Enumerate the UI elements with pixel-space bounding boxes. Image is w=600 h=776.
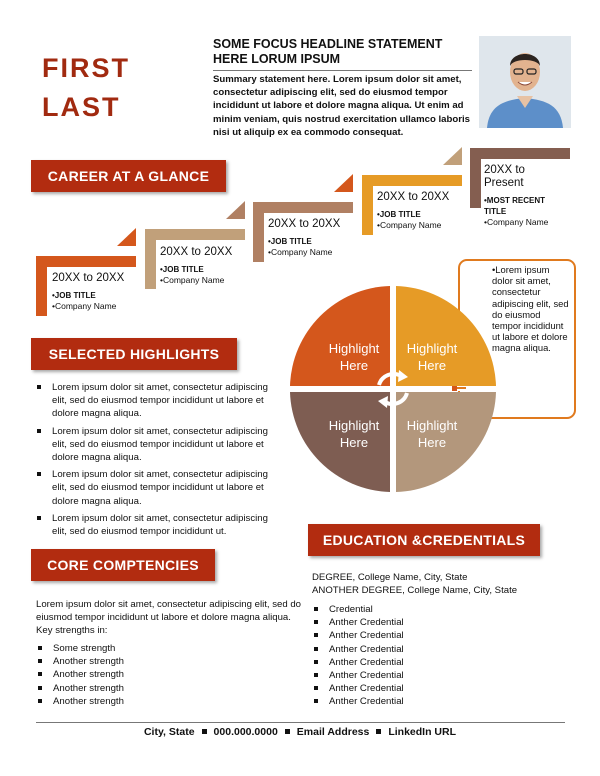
credentials-list <box>312 603 512 709</box>
highlight-item: Lorem ipsum dolor sit amet, consectetur adipiscing elit, sed do eiusmod tempor incididunt ut labore et dolore magna aliqua. <box>35 425 282 465</box>
first-name: FIRST <box>42 53 130 83</box>
step-dates: 20XX to 20XX <box>160 246 233 258</box>
step-1-accent <box>117 228 136 246</box>
footer-location: City, State <box>143 726 195 738</box>
credential-item: Anther Credential <box>312 695 512 708</box>
career-heading: CAREER AT A GLANCE <box>31 160 226 192</box>
footer-divider <box>36 722 565 723</box>
footer-email[interactable]: Email Address <box>296 726 370 738</box>
step-company: •Company Name <box>52 301 117 311</box>
career-step-4 <box>377 191 469 231</box>
step-dates: 20XX to 20XX <box>52 272 125 284</box>
highlights-heading: SELECTED HIGHLIGHTS <box>31 338 237 370</box>
highlight-item: Lorem ipsum dolor sit amet, consectetur adipiscing elit, sed do eiusmod tempor incididunt ut labore et dolore magna aliqua. <box>35 381 282 421</box>
career-step-5 <box>484 164 562 228</box>
pie-label-3: Highlight Here <box>328 418 380 450</box>
step-company: •Company Name <box>268 247 333 257</box>
step-company: •Company Name <box>484 217 549 227</box>
step-dates: 20XX to Present <box>484 164 525 189</box>
headline: SOME FOCUS HEADLINE STATEMENT HERE LORUM IPSUM <box>213 37 443 66</box>
pie-label-1: Highlight Here <box>328 341 380 373</box>
step-job: •JOB TITLE <box>52 291 96 300</box>
separator-icon <box>285 729 290 734</box>
competencies-heading: CORE COMPTENCIES <box>31 549 215 581</box>
education-heading: EDUCATION &CREDENTIALS <box>308 524 540 556</box>
step-job: •MOST RECENT TITLE <box>484 196 546 216</box>
pie-label-4: Highlight Here <box>406 418 458 450</box>
strength-item: Another strength <box>36 655 236 668</box>
separator-icon <box>376 729 381 734</box>
strength-item: Another strength <box>36 668 236 681</box>
contact-footer <box>0 726 600 738</box>
degrees <box>312 571 562 597</box>
footer-linkedin[interactable]: LinkedIn URL <box>388 726 457 738</box>
career-step-1 <box>52 272 144 312</box>
highlight-pie <box>287 283 499 495</box>
career-step-2 <box>160 246 252 286</box>
step-dates: 20XX to 20XX <box>268 218 341 230</box>
step-dates: 20XX to 20XX <box>377 191 450 203</box>
credential-item: Anther Credential <box>312 682 512 695</box>
highlight-item: Lorem ipsum dolor sit amet, consectetur adipiscing elit, sed do eiusmod tempor incididunt ut labore et dolore magna aliqua. <box>35 468 282 508</box>
step-4-accent <box>443 147 462 165</box>
step-job: •JOB TITLE <box>268 237 312 246</box>
credential-item: Credential <box>312 603 512 616</box>
strength-item: Some strength <box>36 642 236 655</box>
step-company: •Company Name <box>377 220 442 230</box>
strength-item: Another strength <box>36 682 236 695</box>
step-2-accent <box>226 201 245 219</box>
career-step-3 <box>268 218 360 258</box>
degree-item: ANOTHER DEGREE, College Name, City, State <box>312 585 518 597</box>
highlight-item: Lorem ipsum dolor sit amet, consectetur adipiscing elit, sed do eiusmod tempor incididunt ut. <box>35 512 282 538</box>
footer-phone[interactable]: 000.000.0000 <box>213 726 278 738</box>
step-job: •JOB TITLE <box>377 210 421 219</box>
highlights-list <box>35 381 282 538</box>
step-company: •Company Name <box>160 275 225 285</box>
separator-icon <box>202 729 207 734</box>
pie-label-2: Highlight Here <box>406 341 458 373</box>
credential-item: Anther Credential <box>312 643 512 656</box>
step-3-accent <box>334 174 353 192</box>
degree-item: DEGREE, College Name, City, State <box>312 572 468 583</box>
summary: Summary statement here. Lorem ipsum dolor sit amet, consectetur adipiscing elit, sed do eiusmod tempor incididunt ut labore et dolore magna aliqua. Ut enim ad minim veniam, quis nostrud exercitation ullamco laboris nisi ut aliquip ex ea commodo consequat. <box>213 74 470 138</box>
credential-item: Anther Credential <box>312 669 512 682</box>
step-job: •JOB TITLE <box>160 265 204 274</box>
last-name: LAST <box>42 92 121 122</box>
competencies-list <box>36 642 236 708</box>
credential-item: Anther Credential <box>312 629 512 642</box>
callout-text: •Lorem ipsum dolor sit amet, consectetur adipiscing elit, sed do eiusmod tempor incididunt ut labore et dolore magna aliqua. <box>492 264 569 354</box>
competencies-intro: Lorem ipsum dolor sit amet, consectetur adipiscing elit, sed do eiusmod tempor incididunt ut labore et dolore magna aliqua. Key strengths in: <box>36 599 302 637</box>
strength-item: Another strength <box>36 695 236 708</box>
credential-item: Anther Credential <box>312 656 512 669</box>
credential-item: Anther Credential <box>312 616 512 629</box>
